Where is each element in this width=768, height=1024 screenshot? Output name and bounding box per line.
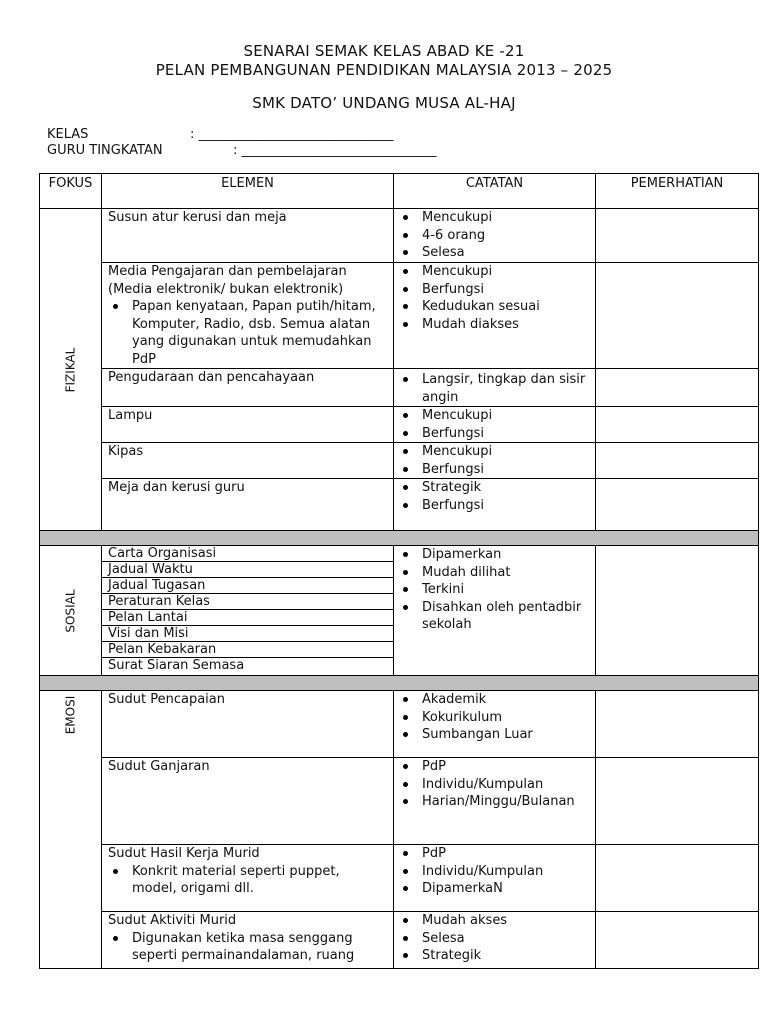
col-header-fokus: FOKUS [40,174,102,209]
school-name: SMK DATO’ UNDANG MUSA AL-HAJ [252,94,516,112]
catatan-cell [394,407,596,443]
elemen-cell: Lampu [102,407,394,443]
catatan-cell [394,912,596,969]
table-row [40,691,759,758]
catatan-cell [394,263,596,369]
guru-tingkatan-field[interactable]: : ______________________________ [233,143,437,158]
list-item: Mudah diakses [398,316,591,334]
pemerhatian-cell[interactable] [596,263,759,369]
title-line-2: PELAN PEMBANGUNAN PENDIDIKAN MALAYSIA 2013 – 2025 [155,61,613,79]
pemerhatian-cell[interactable] [596,691,759,758]
list-item: Mencukupi [398,443,591,461]
catatan-cell [394,546,596,676]
title-line-1: SENARAI SEMAK KELAS ABAD KE -21 [243,42,525,60]
sosial-item: Visi dan Misi [102,626,393,642]
section-divider [40,676,759,691]
table-row [40,546,759,676]
table-row [40,407,759,443]
list-item: Selesa [398,930,591,948]
table-row [40,845,759,912]
catatan-cell [394,209,596,263]
elemen-cell: Susun atur kerusi dan meja [102,209,394,263]
pemerhatian-cell[interactable] [596,407,759,443]
catatan-cell [394,845,596,912]
pemerhatian-cell[interactable] [596,546,759,676]
pemerhatian-cell[interactable] [596,443,759,479]
elemen-cell: Kipas [102,443,394,479]
pemerhatian-cell[interactable] [596,758,759,845]
focus-sosial-cell [40,546,102,676]
focus-emosi-label: EMOSI [62,695,77,735]
pemerhatian-cell[interactable] [596,845,759,912]
focus-fizikal-label: FIZIKAL [62,347,77,392]
list-item: Individu/Kumpulan [398,863,591,881]
elemen-cell [102,845,394,912]
elemen-text: Media Pengajaran dan pembelajaran (Media elektronik/ bukan elektronik) [108,264,347,297]
list-item: Mencukupi [398,209,591,227]
catatan-cell [394,443,596,479]
sosial-item: Jadual Tugasan [102,578,393,594]
sosial-item: Jadual Waktu [102,562,393,578]
list-item: Konkrit material seperti puppet, model, origami dll. [108,863,387,898]
kelas-label: KELAS [47,127,89,142]
list-item: Kedudukan sesuai [398,298,591,316]
list-item: Digunakan ketika masa senggang seperti permainandalaman, ruang [108,930,387,965]
focus-fizikal-cell [40,209,102,531]
list-item: DipamerkaN [398,880,591,898]
list-item: Kokurikulum [398,709,591,727]
guru-tingkatan-label: GURU TINGKATAN [47,143,163,158]
elemen-cell: Pengudaraan dan pencahayaan [102,369,394,407]
catatan-cell [394,369,596,407]
list-item: Akademik [398,691,591,709]
catatan-cell [394,479,596,531]
list-item: Terkini [398,581,591,599]
pemerhatian-cell[interactable] [596,479,759,531]
list-item: Mencukupi [398,263,591,281]
list-item: Mudah dilihat [398,564,591,582]
col-header-elemen: ELEMEN [102,174,394,209]
catatan-cell [394,691,596,758]
elemen-cell: Meja dan kerusi guru [102,479,394,531]
sosial-item: Carta Organisasi [102,546,393,562]
table-row [40,209,759,263]
list-item: Sumbangan Luar [398,726,591,744]
list-item: Berfungsi [398,497,591,515]
list-item: Harian/Minggu/Bulanan [398,793,591,811]
list-item: Dipamerkan [398,546,591,564]
elemen-text: Sudut Hasil Kerja Murid [108,846,260,861]
sosial-item: Pelan Lantai [102,610,393,626]
table-row [40,758,759,845]
list-item: Berfungsi [398,461,591,479]
list-item: Individu/Kumpulan [398,776,591,794]
focus-sosial-label: SOSIAL [62,588,77,633]
pemerhatian-cell[interactable] [596,369,759,407]
list-item: PdP [398,845,591,863]
sosial-item: Pelan Kebakaran [102,642,393,658]
list-item: Strategik [398,947,591,965]
list-item: Langsir, tingkap dan sisir angin [398,371,591,406]
col-header-pemerhatian: PEMERHATIAN [596,174,759,209]
list-item: Mencukupi [398,407,591,425]
table-row [40,479,759,531]
list-item: Mudah akses [398,912,591,930]
pemerhatian-cell[interactable] [596,912,759,969]
table-row [40,263,759,369]
checklist-table [39,173,759,969]
kelas-field[interactable]: : ______________________________ [190,127,394,142]
focus-emosi-cell [40,691,102,969]
sosial-item: Surat Siaran Semasa [108,658,245,673]
elemen-cell [102,263,394,369]
list-item: Strategik [398,479,591,497]
pemerhatian-cell[interactable] [596,209,759,263]
table-row [40,369,759,407]
list-item: Selesa [398,244,591,262]
col-header-catatan: CATATAN [394,174,596,209]
list-item: Disahkan oleh pentadbir sekolah [398,599,591,634]
table-header-row [40,174,759,209]
elemen-text: Sudut Aktiviti Murid [108,913,237,928]
section-divider [40,531,759,546]
list-item: PdP [398,758,591,776]
elemen-cell [102,912,394,969]
elemen-cell: Sudut Pencapaian [102,691,394,758]
list-item: Papan kenyataan, Papan putih/hitam, Komputer, Radio, dsb. Semua alatan yang digunakan untuk memudahkan PdP [108,298,387,368]
catatan-cell [394,758,596,845]
list-item: Berfungsi [398,425,591,443]
list-item: Berfungsi [398,281,591,299]
sosial-item: Peraturan Kelas [102,594,393,610]
table-row [40,912,759,969]
table-row [40,443,759,479]
list-item: 4-6 orang [398,227,591,245]
sosial-elemen-cell [102,546,394,676]
elemen-cell: Sudut Ganjaran [102,758,394,845]
